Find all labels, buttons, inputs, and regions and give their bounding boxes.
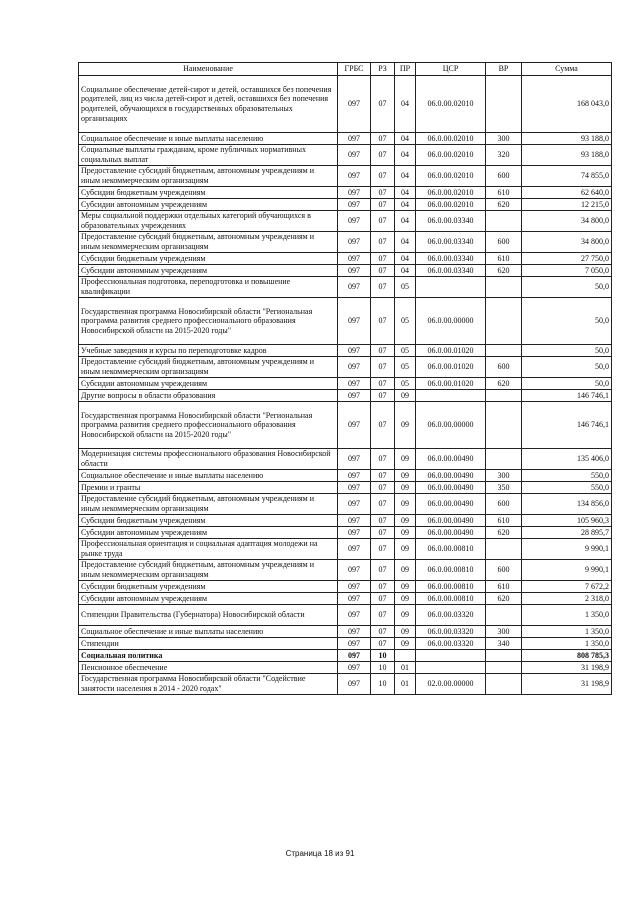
table-row <box>79 253 612 265</box>
cell-name: Субсидии автономным учреждениям <box>79 378 338 390</box>
cell-rz: 10 <box>371 650 395 662</box>
cell-csr: 06.0.00.01020 <box>416 357 486 378</box>
table-row <box>79 605 612 626</box>
cell-name: Предоставление субсидий бюджетным, автономным учреждениям и иным некоммерческим организациям <box>79 560 338 581</box>
cell-csr: 06.0.00.00490 <box>416 515 486 527</box>
cell-grbs: 097 <box>338 560 371 581</box>
cell-csr: 06.0.00.00810 <box>416 539 486 560</box>
table-row <box>79 581 612 593</box>
cell-pr: 09 <box>395 605 416 626</box>
header-sum: Сумма <box>522 63 612 76</box>
cell-vr <box>486 674 522 695</box>
cell-rz: 07 <box>371 133 395 145</box>
cell-rz: 07 <box>371 581 395 593</box>
table-row <box>79 277 612 298</box>
cell-sum: 7 050,0 <box>522 265 612 277</box>
cell-sum: 550,0 <box>522 482 612 494</box>
cell-sum: 62 640,0 <box>522 187 612 199</box>
cell-vr: 610 <box>486 253 522 265</box>
table-body <box>79 76 612 695</box>
cell-sum: 31 198,9 <box>522 662 612 674</box>
cell-grbs: 097 <box>338 515 371 527</box>
cell-vr: 610 <box>486 581 522 593</box>
cell-rz: 07 <box>371 277 395 298</box>
cell-pr: 05 <box>395 378 416 390</box>
cell-sum: 50,0 <box>522 298 612 345</box>
cell-csr <box>416 390 486 402</box>
table-row <box>79 482 612 494</box>
cell-vr: 340 <box>486 638 522 650</box>
table-row <box>79 449 612 470</box>
cell-vr: 610 <box>486 187 522 199</box>
cell-name: Субсидии автономным учреждениям <box>79 593 338 605</box>
cell-rz: 07 <box>371 298 395 345</box>
cell-vr: 300 <box>486 626 522 638</box>
cell-pr: 04 <box>395 253 416 265</box>
cell-pr: 05 <box>395 357 416 378</box>
cell-csr: 06.0.00.00810 <box>416 560 486 581</box>
cell-grbs: 097 <box>338 166 371 187</box>
header-csr: ЦСР <box>416 63 486 76</box>
cell-csr: 06.0.00.01020 <box>416 378 486 390</box>
cell-vr: 620 <box>486 199 522 211</box>
table-row <box>79 539 612 560</box>
cell-pr: 09 <box>395 593 416 605</box>
cell-rz: 07 <box>371 253 395 265</box>
cell-sum: 50,0 <box>522 378 612 390</box>
cell-rz: 07 <box>371 626 395 638</box>
cell-name: Социальное обеспечение и иные выплаты населению <box>79 470 338 482</box>
cell-csr: 06.0.00.03340 <box>416 253 486 265</box>
page-number: Страница 18 из 91 <box>285 849 355 858</box>
cell-name: Субсидии бюджетным учреждениям <box>79 253 338 265</box>
cell-vr <box>486 605 522 626</box>
cell-name: Меры социальной поддержки отдельных категорий обучающихся в образовательных учреждениях <box>79 211 338 232</box>
cell-vr <box>486 390 522 402</box>
cell-vr <box>486 650 522 662</box>
cell-rz: 07 <box>371 527 395 539</box>
cell-csr: 06.0.00.02010 <box>416 187 486 199</box>
cell-grbs: 097 <box>338 638 371 650</box>
cell-name: Субсидии автономным учреждениям <box>79 199 338 211</box>
cell-grbs: 097 <box>338 345 371 357</box>
cell-name: Модернизация системы профессионального образования Новосибирской области <box>79 449 338 470</box>
cell-pr: 05 <box>395 345 416 357</box>
cell-rz: 07 <box>371 76 395 133</box>
cell-name: Профессиональная ориентация и социальная адаптация молодежи на рынке труда <box>79 539 338 560</box>
table-row <box>79 187 612 199</box>
table-row <box>79 345 612 357</box>
cell-pr: 09 <box>395 390 416 402</box>
cell-sum: 9 990,1 <box>522 539 612 560</box>
cell-pr: 09 <box>395 494 416 515</box>
cell-grbs: 097 <box>338 277 371 298</box>
cell-csr: 06.0.00.03320 <box>416 626 486 638</box>
cell-sum: 168 043,0 <box>522 76 612 133</box>
cell-name: Предоставление субсидий бюджетным, автономным учреждениям и иным некоммерческим организациям <box>79 357 338 378</box>
cell-grbs: 097 <box>338 662 371 674</box>
cell-name: Государственная программа Новосибирской области "Содействие занятости населения в 2014 - 2020 годах" <box>79 674 338 695</box>
cell-pr: 04 <box>395 265 416 277</box>
cell-vr <box>486 402 522 449</box>
cell-grbs: 097 <box>338 199 371 211</box>
cell-vr: 600 <box>486 560 522 581</box>
cell-name: Предоставление субсидий бюджетным, автономным учреждениям и иным некоммерческим организациям <box>79 494 338 515</box>
cell-grbs: 097 <box>338 265 371 277</box>
cell-grbs: 097 <box>338 145 371 166</box>
cell-grbs: 097 <box>338 494 371 515</box>
cell-sum: 146 746,1 <box>522 402 612 449</box>
cell-csr: 06.0.00.03340 <box>416 232 486 253</box>
cell-pr: 01 <box>395 674 416 695</box>
cell-grbs: 097 <box>338 626 371 638</box>
table-row <box>79 232 612 253</box>
table-row <box>79 166 612 187</box>
cell-name: Предоставление субсидий бюджетным, автономным учреждениям и иным некоммерческим организациям <box>79 232 338 253</box>
cell-rz: 07 <box>371 593 395 605</box>
cell-pr: 04 <box>395 76 416 133</box>
cell-vr: 320 <box>486 145 522 166</box>
cell-name: Профессиональная подготовка, переподготовка и повышение квалификации <box>79 277 338 298</box>
cell-vr: 620 <box>486 527 522 539</box>
cell-pr: 04 <box>395 187 416 199</box>
cell-vr: 350 <box>486 482 522 494</box>
cell-csr: 06.0.00.00810 <box>416 581 486 593</box>
cell-vr <box>486 277 522 298</box>
cell-sum: 808 785,3 <box>522 650 612 662</box>
cell-csr: 06.0.00.03320 <box>416 605 486 626</box>
cell-csr: 06.0.00.02010 <box>416 199 486 211</box>
cell-rz: 10 <box>371 674 395 695</box>
cell-rz: 07 <box>371 145 395 166</box>
header-name: Наименование <box>79 63 338 76</box>
cell-pr: 01 <box>395 662 416 674</box>
cell-vr <box>486 211 522 232</box>
table-row <box>79 133 612 145</box>
header-grbs: ГРБС <box>338 63 371 76</box>
cell-rz: 07 <box>371 390 395 402</box>
cell-sum: 34 800,0 <box>522 211 612 232</box>
cell-name: Социальное обеспечение и иные выплаты населению <box>79 133 338 145</box>
cell-grbs: 097 <box>338 390 371 402</box>
table-row <box>79 662 612 674</box>
cell-name: Другие вопросы в области образования <box>79 390 338 402</box>
cell-vr <box>486 539 522 560</box>
cell-rz: 07 <box>371 605 395 626</box>
cell-pr: 05 <box>395 298 416 345</box>
cell-csr <box>416 277 486 298</box>
cell-sum: 1 350,0 <box>522 626 612 638</box>
cell-csr: 06.0.00.01020 <box>416 345 486 357</box>
cell-name: Субсидии бюджетным учреждениям <box>79 581 338 593</box>
cell-name: Социальная политика <box>79 650 338 662</box>
table-row <box>79 470 612 482</box>
cell-pr: 09 <box>395 515 416 527</box>
cell-grbs: 097 <box>338 211 371 232</box>
cell-vr: 600 <box>486 232 522 253</box>
cell-csr: 06.0.00.02010 <box>416 133 486 145</box>
cell-name: Субсидии бюджетным учреждениям <box>79 187 338 199</box>
cell-name: Предоставление субсидий бюджетным, автономным учреждениям и иным некоммерческим организациям <box>79 166 338 187</box>
cell-grbs: 097 <box>338 539 371 560</box>
cell-vr: 300 <box>486 133 522 145</box>
cell-vr: 610 <box>486 515 522 527</box>
cell-csr: 06.0.00.00490 <box>416 494 486 515</box>
cell-sum: 7 672,2 <box>522 581 612 593</box>
cell-csr: 06.0.00.00810 <box>416 593 486 605</box>
table-row <box>79 650 612 662</box>
cell-grbs: 097 <box>338 76 371 133</box>
cell-name: Субсидии автономным учреждениям <box>79 265 338 277</box>
cell-pr: 09 <box>395 560 416 581</box>
cell-name: Премии и гранты <box>79 482 338 494</box>
cell-csr: 06.0.00.03320 <box>416 638 486 650</box>
table-row <box>79 199 612 211</box>
cell-sum: 146 746,1 <box>522 390 612 402</box>
cell-vr <box>486 662 522 674</box>
table-row <box>79 515 612 527</box>
cell-grbs: 097 <box>338 232 371 253</box>
table-row <box>79 494 612 515</box>
cell-sum: 9 990,1 <box>522 560 612 581</box>
cell-vr <box>486 345 522 357</box>
cell-csr: 06.0.00.00000 <box>416 298 486 345</box>
table-row <box>79 378 612 390</box>
cell-pr: 09 <box>395 539 416 560</box>
table-row <box>79 593 612 605</box>
table-row <box>79 626 612 638</box>
cell-csr: 06.0.00.02010 <box>416 76 486 133</box>
cell-csr: 06.0.00.02010 <box>416 166 486 187</box>
cell-rz: 07 <box>371 166 395 187</box>
cell-grbs: 097 <box>338 470 371 482</box>
table-row <box>79 390 612 402</box>
cell-vr: 620 <box>486 378 522 390</box>
budget-table <box>78 62 612 695</box>
cell-rz: 07 <box>371 357 395 378</box>
cell-rz: 07 <box>371 199 395 211</box>
cell-pr: 09 <box>395 482 416 494</box>
cell-name: Социальные выплаты гражданам, кроме публичных нормативных социальных выплат <box>79 145 338 166</box>
cell-grbs: 097 <box>338 187 371 199</box>
cell-sum: 134 856,0 <box>522 494 612 515</box>
header-vr: ВР <box>486 63 522 76</box>
cell-pr: 09 <box>395 527 416 539</box>
cell-pr: 04 <box>395 166 416 187</box>
cell-rz: 07 <box>371 539 395 560</box>
cell-name: Субсидии бюджетным учреждениям <box>79 515 338 527</box>
cell-grbs: 097 <box>338 650 371 662</box>
cell-csr: 02.0.00.00000 <box>416 674 486 695</box>
cell-grbs: 097 <box>338 402 371 449</box>
header-pr: ПР <box>395 63 416 76</box>
table-row <box>79 674 612 695</box>
cell-grbs: 097 <box>338 581 371 593</box>
cell-rz: 07 <box>371 494 395 515</box>
cell-sum: 50,0 <box>522 357 612 378</box>
cell-name: Государственная программа Новосибирской области "Региональная программа развития среднего профессионального образования Новосибирской области на 2015-2020 годы" <box>79 298 338 345</box>
header-rz: РЗ <box>371 63 395 76</box>
cell-name: Социальное обеспечение и иные выплаты населению <box>79 626 338 638</box>
cell-csr: 06.0.00.03340 <box>416 211 486 232</box>
table-row <box>79 211 612 232</box>
cell-rz: 10 <box>371 662 395 674</box>
cell-pr: 09 <box>395 581 416 593</box>
cell-rz: 07 <box>371 515 395 527</box>
cell-vr: 600 <box>486 357 522 378</box>
cell-vr <box>486 76 522 133</box>
cell-csr: 06.0.00.03340 <box>416 265 486 277</box>
table-row <box>79 402 612 449</box>
cell-pr: 04 <box>395 232 416 253</box>
cell-rz: 07 <box>371 402 395 449</box>
cell-name: Стипендии Правительства (Губернатора) Новосибирской области <box>79 605 338 626</box>
cell-csr <box>416 650 486 662</box>
cell-pr: 05 <box>395 277 416 298</box>
cell-csr: 06.0.00.00000 <box>416 402 486 449</box>
table-row <box>79 76 612 133</box>
cell-sum: 105 960,3 <box>522 515 612 527</box>
cell-sum: 1 350,0 <box>522 605 612 626</box>
cell-sum: 550,0 <box>522 470 612 482</box>
cell-sum: 2 318,0 <box>522 593 612 605</box>
cell-pr: 09 <box>395 402 416 449</box>
cell-pr: 04 <box>395 133 416 145</box>
cell-vr: 300 <box>486 470 522 482</box>
cell-sum: 34 800,0 <box>522 232 612 253</box>
cell-sum: 93 188,0 <box>522 145 612 166</box>
cell-vr: 600 <box>486 166 522 187</box>
cell-pr <box>395 650 416 662</box>
cell-sum: 31 198,9 <box>522 674 612 695</box>
cell-csr: 06.0.00.00490 <box>416 470 486 482</box>
cell-sum: 27 750,0 <box>522 253 612 265</box>
cell-csr: 06.0.00.02010 <box>416 145 486 166</box>
cell-csr: 06.0.00.00490 <box>416 482 486 494</box>
table-row <box>79 560 612 581</box>
cell-grbs: 097 <box>338 133 371 145</box>
cell-grbs: 097 <box>338 482 371 494</box>
cell-sum: 12 215,0 <box>522 199 612 211</box>
cell-vr: 600 <box>486 494 522 515</box>
cell-pr: 09 <box>395 638 416 650</box>
cell-pr: 09 <box>395 470 416 482</box>
cell-grbs: 097 <box>338 449 371 470</box>
cell-name: Государственная программа Новосибирской области "Региональная программа развития среднего профессионального образования Новосибирской области на 2015-2020 годы" <box>79 402 338 449</box>
cell-rz: 07 <box>371 232 395 253</box>
cell-rz: 07 <box>371 265 395 277</box>
cell-sum: 135 406,0 <box>522 449 612 470</box>
cell-rz: 07 <box>371 378 395 390</box>
cell-pr: 04 <box>395 199 416 211</box>
cell-sum: 74 855,0 <box>522 166 612 187</box>
cell-sum: 28 895,7 <box>522 527 612 539</box>
cell-rz: 07 <box>371 449 395 470</box>
cell-csr: 06.0.00.00490 <box>416 449 486 470</box>
cell-grbs: 097 <box>338 357 371 378</box>
cell-rz: 07 <box>371 470 395 482</box>
cell-grbs: 097 <box>338 253 371 265</box>
cell-vr: 620 <box>486 593 522 605</box>
cell-rz: 07 <box>371 560 395 581</box>
cell-pr: 04 <box>395 211 416 232</box>
cell-vr <box>486 449 522 470</box>
table-row <box>79 357 612 378</box>
cell-name: Учебные заведения и курсы по переподготовке кадров <box>79 345 338 357</box>
cell-rz: 07 <box>371 211 395 232</box>
cell-pr: 09 <box>395 626 416 638</box>
cell-rz: 07 <box>371 187 395 199</box>
cell-name: Социальное обеспечение детей-сирот и детей, оставшихся без попечения родителей, лиц из числа детей-сирот и детей, оставшихся без попечения родителей, обучающихся в государственных образовательных организациях <box>79 76 338 133</box>
cell-rz: 07 <box>371 482 395 494</box>
cell-grbs: 097 <box>338 298 371 345</box>
cell-csr <box>416 662 486 674</box>
cell-grbs: 097 <box>338 527 371 539</box>
cell-grbs: 097 <box>338 674 371 695</box>
cell-sum: 93 188,0 <box>522 133 612 145</box>
cell-name: Пенсионное обеспечение <box>79 662 338 674</box>
cell-name: Субсидии автономным учреждениям <box>79 527 338 539</box>
cell-sum: 50,0 <box>522 345 612 357</box>
table-row <box>79 638 612 650</box>
cell-sum: 1 350,0 <box>522 638 612 650</box>
cell-vr <box>486 298 522 345</box>
table-row <box>79 265 612 277</box>
cell-name: Стипендии <box>79 638 338 650</box>
table-row <box>79 527 612 539</box>
table-row <box>79 145 612 166</box>
cell-pr: 04 <box>395 145 416 166</box>
table-row <box>79 298 612 345</box>
cell-vr: 620 <box>486 265 522 277</box>
cell-sum: 50,0 <box>522 277 612 298</box>
cell-pr: 09 <box>395 449 416 470</box>
cell-grbs: 097 <box>338 378 371 390</box>
cell-rz: 07 <box>371 345 395 357</box>
cell-grbs: 097 <box>338 605 371 626</box>
cell-grbs: 097 <box>338 593 371 605</box>
table-header <box>79 63 612 76</box>
cell-csr: 06.0.00.00490 <box>416 527 486 539</box>
cell-rz: 07 <box>371 638 395 650</box>
